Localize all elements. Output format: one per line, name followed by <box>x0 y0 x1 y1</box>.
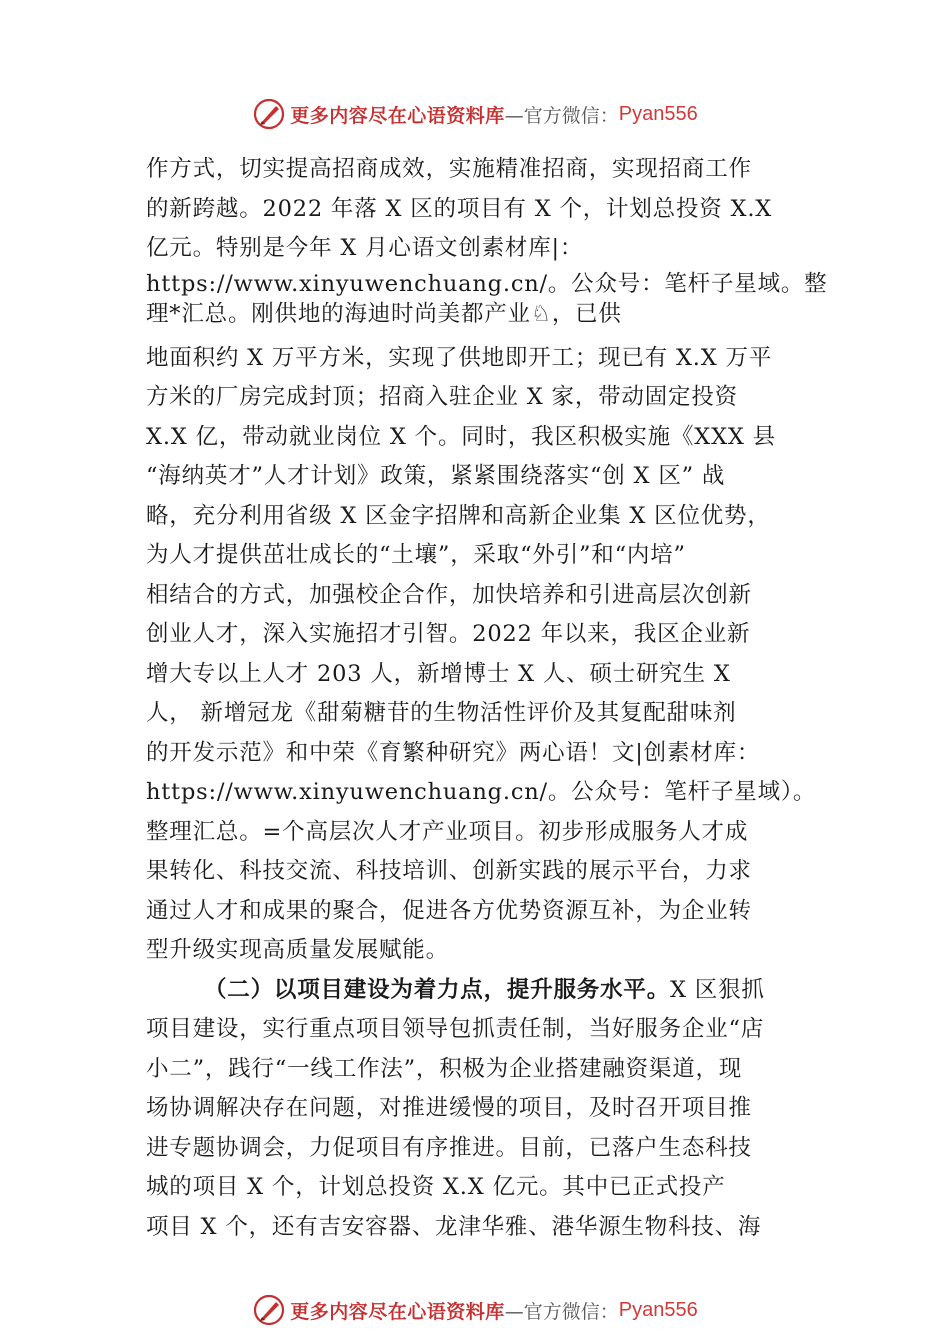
body-line: X.X 亿，带动就业岗位 X 个。同时，我区积极实施《XXX 县 <box>146 423 776 450</box>
section-heading-tail: X 区狠抓 <box>670 976 765 1003</box>
body-line: 进专题协调会，力促项目有序推进。目前，已落户生态科技 <box>146 1134 752 1161</box>
header-wechat-id: Pyan556 <box>618 102 698 125</box>
body-line: 小二”，践行“一线工作法”，积极为企业搭建融资渠道，现 <box>146 1055 743 1082</box>
body-line: 增大专以上人才 203 人，新增博士 X 人、硕士研究生 X <box>146 660 731 687</box>
footer-banner <box>0 1290 950 1330</box>
section-heading: （二）以项目建设为着力点，提升服务水平。 <box>204 976 671 1003</box>
body-line: https://www.xinyuwenchuang.cn/。公众号：笔杆子星域）。 <box>146 779 817 805</box>
body-line: 理*汇总。刚供地的海迪时尚美都产业♘，已供 <box>146 300 622 327</box>
footer-wechat-id: Pyan556 <box>618 1298 698 1321</box>
body-line: 果转化、科技交流、科技培训、创新实践的展示平台，力求 <box>146 858 752 884</box>
body-line: 型升级实现高质量发展赋能。 <box>146 937 449 963</box>
body-line: 作方式，切实提高招商成效，实施精准招商，实现招商工作 <box>146 156 752 182</box>
header-banner <box>0 94 950 134</box>
document-body <box>146 150 836 1247</box>
body-line: 场协调解决存在问题，对推进缓慢的项目，及时召开项目推 <box>146 1095 752 1121</box>
body-line: 的开发示范》和中荣《育繁种研究》两心语！文|创素材库： <box>146 739 761 766</box>
body-line: 方米的厂房完成封顶；招商入驻企业 X 家，带动固定投资 <box>146 384 738 410</box>
body-line: 地面积约 X 万平方米，实现了供地即开工；现已有 X.X 万平 <box>146 344 773 371</box>
body-line: 略，充分利用省级 X 区金字招牌和高新企业集 X 区位优势， <box>146 502 771 529</box>
body-line: 亿元。特别是今年 X 月心语文创素材库|： <box>146 235 584 261</box>
header-separator-text: —官方微信： <box>504 104 619 127</box>
footer-separator-text: —官方微信： <box>504 1300 619 1323</box>
body-line: https://www.xinyuwenchuang.cn/。公众号：笔杆子星域。整 <box>146 270 828 297</box>
section-heading-line <box>146 971 836 1011</box>
body-line: 创业人才，深入实施招才引智。2022 年以来，我区企业新 <box>146 621 751 647</box>
quill-logo-icon <box>252 97 286 131</box>
body-line: 城的项目 X 个，计划总投资 X.X 亿元。其中已正式投产 <box>146 1174 726 1200</box>
body-line: “海纳英才”人才计划》政策，紧紧围绕落实“创 X 区” 战 <box>146 463 726 489</box>
footer-brand-text: 更多内容尽在心语资料库 <box>290 1300 505 1323</box>
body-line: 相结合的方式，加强校企合作，加快培养和引进高层次创新 <box>146 581 752 608</box>
body-line: 项目建设，实行重点项目领导包抓责任制，当好服务企业“店 <box>146 1016 765 1042</box>
body-line: 项目 X 个，还有吉安容器、龙津华雅、港华源生物科技、海 <box>146 1213 762 1240</box>
header-brand-text: 更多内容尽在心语资料库 <box>290 104 505 127</box>
body-line: 整理汇总。=个高层次人才产业项目。初步形成服务人才成 <box>146 818 749 845</box>
body-line: 的新跨越。2022 年落 X 区的项目有 X 个，计划总投资 X.X <box>146 195 773 222</box>
body-line: 为人才提供茁壮成长的“土壤”，采取“外引”和“内培” <box>146 542 686 568</box>
body-line: 人， 新增冠龙《甜菊糖苷的生物活性评价及其复配甜味剂 <box>146 700 737 726</box>
quill-logo-icon <box>252 1293 286 1327</box>
body-line: 通过人才和成果的聚合，促进各方优势资源互补，为企业转 <box>146 897 752 924</box>
